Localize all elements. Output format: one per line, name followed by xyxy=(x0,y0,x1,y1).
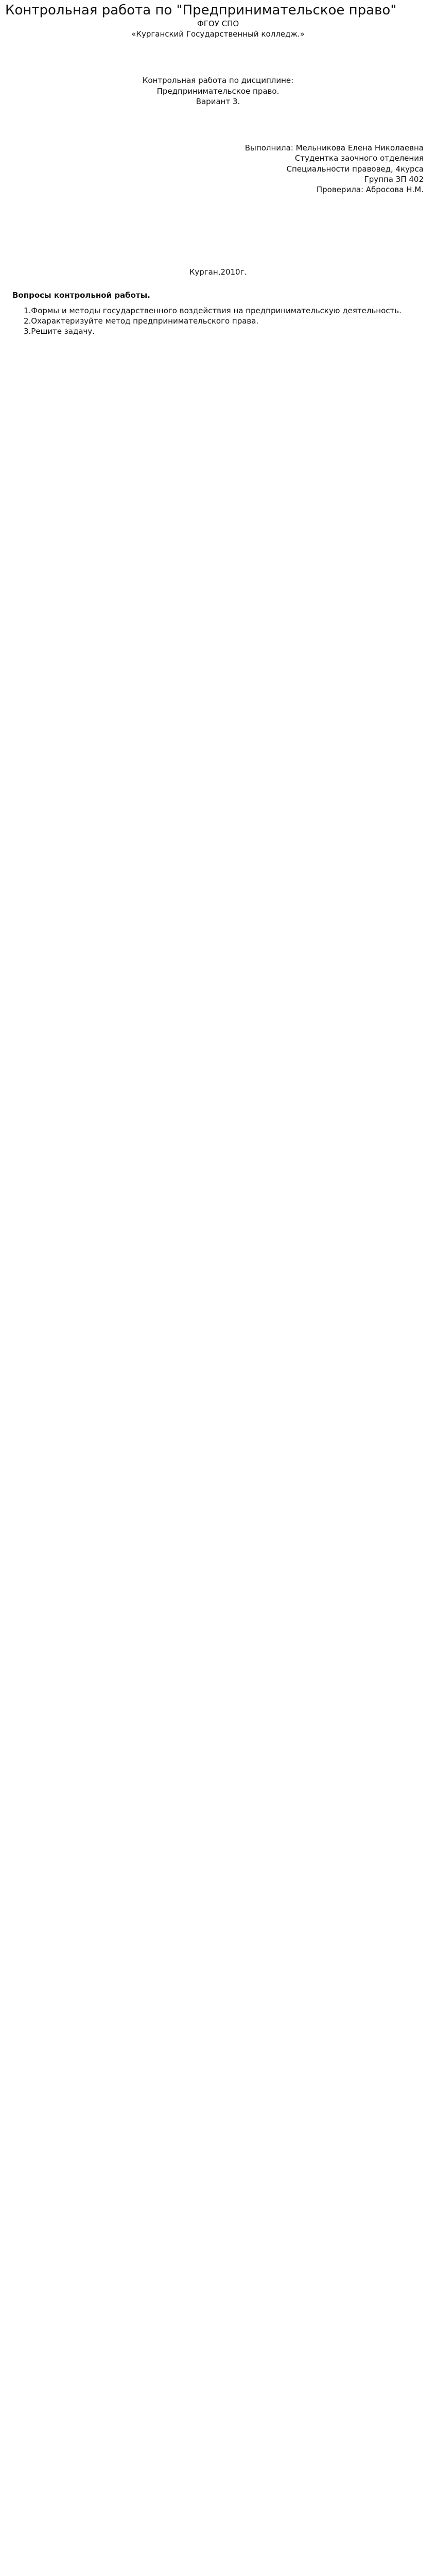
work-line-2: Предпринимательское право. xyxy=(156,86,280,96)
group: Группа ЗП 402 xyxy=(364,174,424,184)
specialty: Специальности правовед, 4курса xyxy=(286,164,424,174)
city-year: Курган,2010г. xyxy=(189,267,247,277)
question-2: 2.Охарактеризуйте метод предпринимательского права. xyxy=(24,316,259,326)
work-line-1: Контрольная работа по дисциплине: xyxy=(142,76,294,86)
institution-top: ФГОУ СПО xyxy=(197,19,239,28)
question-1: 1.Формы и методы государственного воздействия на предпринимательскую деятельность. xyxy=(24,306,402,315)
variant: Вариант 3. xyxy=(196,96,240,106)
question-3: 3.Решите задачу. xyxy=(24,327,95,336)
document xyxy=(0,0,436,337)
student: Студентка заочного отделения xyxy=(294,154,424,163)
performer: Выполнила: Мельникова Елена Николаевна xyxy=(245,143,424,153)
questions-heading: Вопросы контрольной работы. xyxy=(12,290,150,300)
institution-name: «Курганский Государственный колледж.» xyxy=(131,29,305,39)
document-title: Контрольная работа по "Предпринимательское право" xyxy=(5,3,397,18)
checker: Проверила: Абросова Н.М. xyxy=(316,185,424,195)
